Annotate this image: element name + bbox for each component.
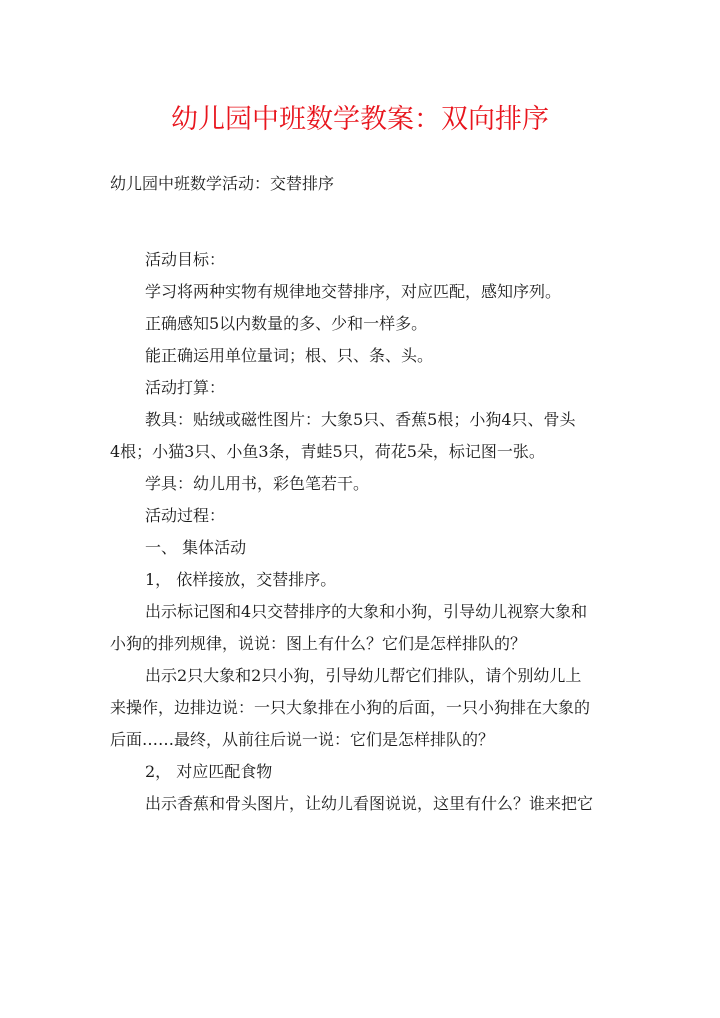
paragraph-line: 4根；小猫3只、小鱼3条，青蛙5只，荷花5朵，标记图一张。 xyxy=(110,442,545,461)
paragraph-line: 出示标记图和4只交替排序的大象和小狗，引导幼儿视察大象和 xyxy=(145,602,588,621)
paragraph-line: 能正确运用单位量词；根、只、条、头。 xyxy=(145,346,434,365)
paragraph-line: 教具：贴绒或磁性图片：大象5只、香蕉5根；小狗4只、骨头 xyxy=(145,410,576,429)
paragraph-line: 活动目标： xyxy=(145,250,226,269)
paragraph-line: 后面……最终，从前往后说一说：它们是怎样排队的？ xyxy=(110,730,495,749)
paragraph-line: 一、 集体活动 xyxy=(145,538,247,557)
paragraph-line: 活动打算： xyxy=(145,378,226,397)
paragraph-line: 出示香蕉和骨头图片，让幼儿看图说说，这里有什么？谁来把它 xyxy=(145,794,594,813)
paragraph-line: 学具：幼儿用书，彩色笔若干。 xyxy=(145,474,370,493)
paragraph-line: 正确感知5以内数量的多、少和一样多。 xyxy=(145,314,428,333)
document-title: 幼儿园中班数学教案：双向排序 xyxy=(171,104,549,135)
paragraph-line: 来操作，边排边说：一只大象排在小狗的后面，一只小狗排在大象的 xyxy=(110,698,591,717)
paragraph-line: 小狗的排列规律，说说：图上有什么？它们是怎样排队的？ xyxy=(110,634,527,653)
document-subtitle: 幼儿园中班数学活动：交替排序 xyxy=(110,174,335,193)
paragraph-line: 学习将两种实物有规律地交替排序，对应匹配，感知序列。 xyxy=(145,282,562,301)
document-body xyxy=(110,244,615,820)
paragraph-line: 出示2只大象和2只小狗，引导幼儿帮它们排队，请个别幼儿上 xyxy=(145,666,582,685)
paragraph-line: 2， 对应匹配食物 xyxy=(145,762,273,781)
paragraph-line: 1， 依样接放，交替排序。 xyxy=(145,570,337,589)
paragraph-line: 活动过程： xyxy=(145,506,226,525)
